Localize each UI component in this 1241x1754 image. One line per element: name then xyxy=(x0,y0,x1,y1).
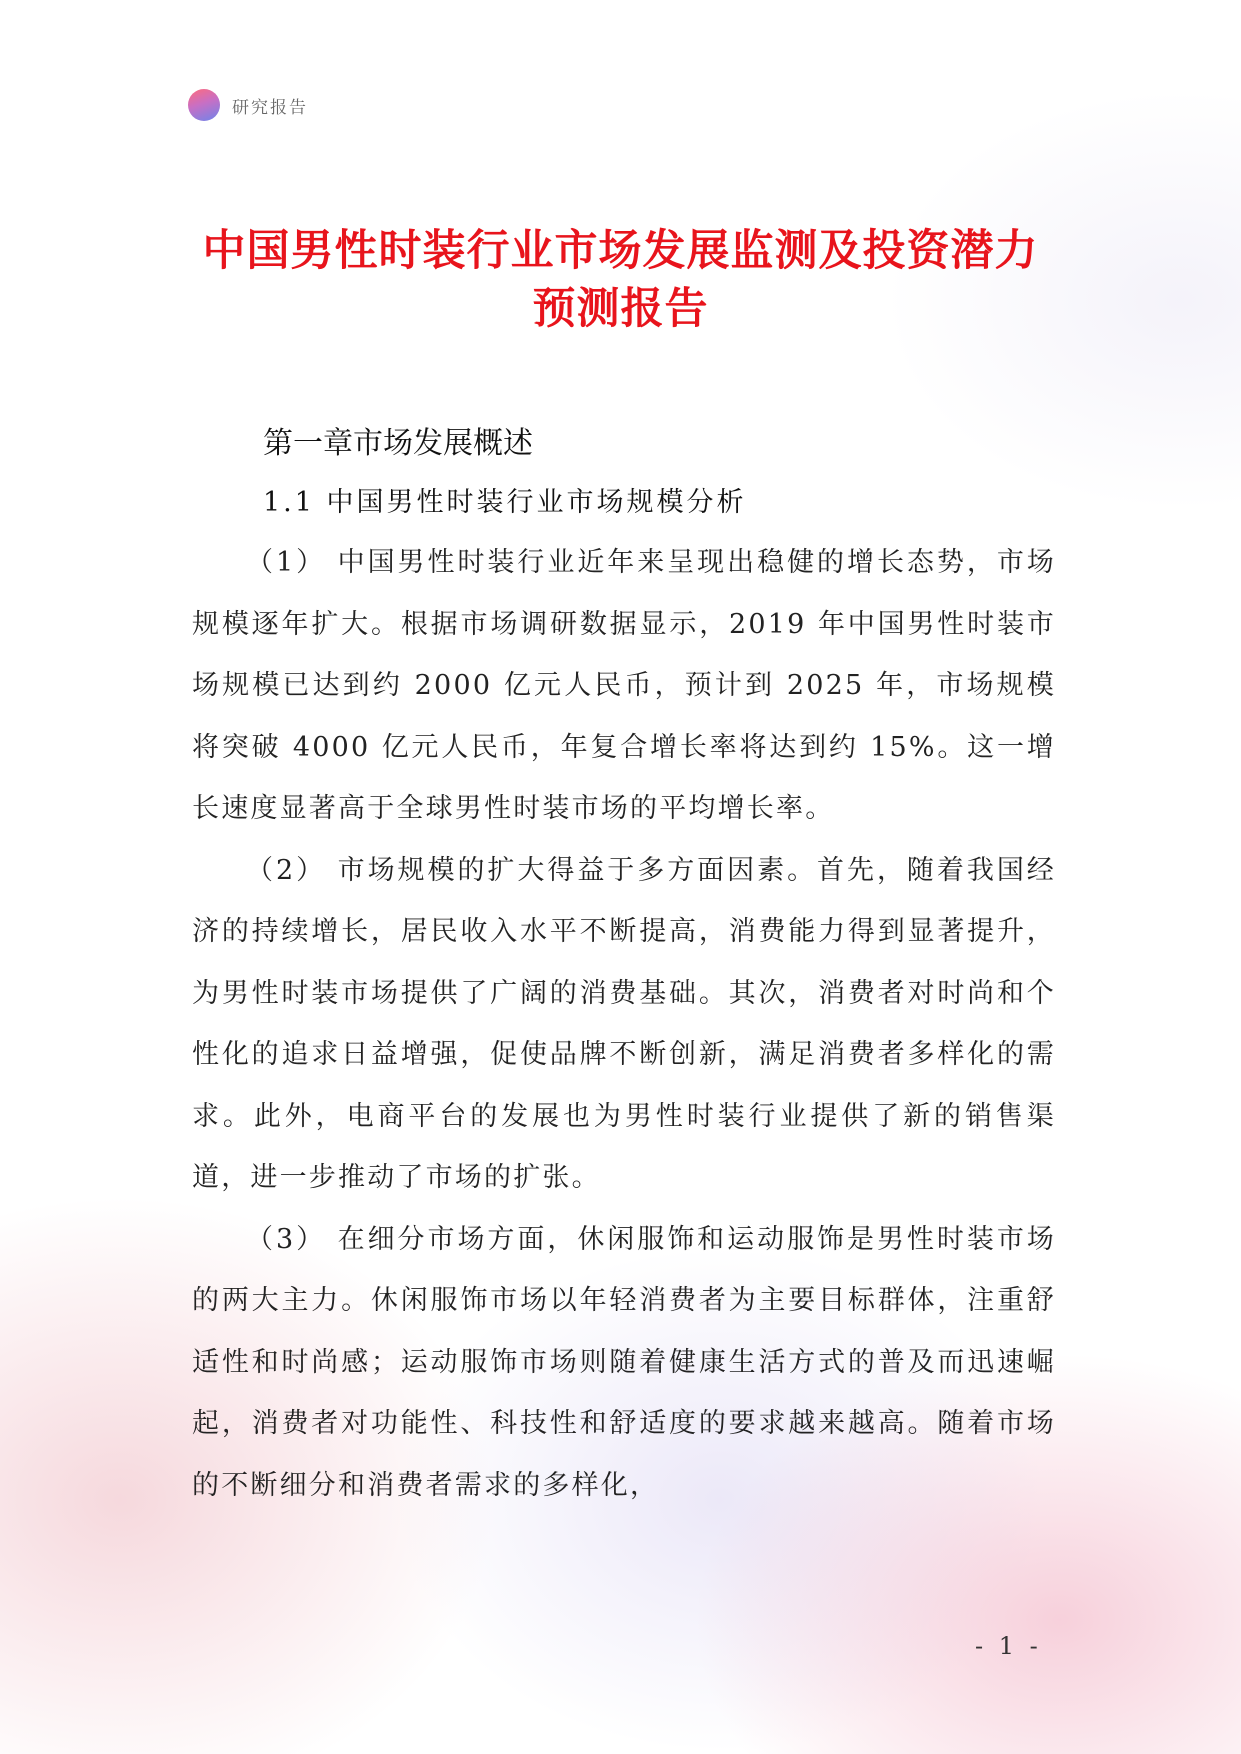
paragraph: （1） 中国男性时装行业近年来呈现出稳健的增长态势，市场规模逐年扩大。根据市场调研数据显示，2019 年中国男性时装市场规模已达到约 2000 亿元人民币，预计到 2025 年，市场规模将突破 4000 亿元人民币，年复合增长率将达到约 15%。这一增长速度显著高于全球男性时装市场的平均增长率。 xyxy=(192,547,1056,824)
logo-circle-icon xyxy=(188,89,220,121)
page-number: - 1 - xyxy=(975,1632,1042,1660)
chapter-heading: 第一章市场发展概述 xyxy=(263,426,533,461)
paragraph: （3） 在细分市场方面，休闲服饰和运动服饰是男性时装市场的两大主力。休闲服饰市场以年轻消费者为主要目标群体，注重舒适性和时尚感；运动服饰市场则随着健康生活方式的普及而迅速崛起，消费者对功能性、科技性和舒适度的要求越来越高。随着市场的不断细分和消费者需求的多样化， xyxy=(192,1223,1056,1501)
document-title: 中国男性时装行业市场发展监测及投资潜力预测报告 xyxy=(202,226,1039,334)
paragraph: （2） 市场规模的扩大得益于多方面因素。首先，随着我国经济的持续增长，居民收入水平不断提高，消费能力得到显著提升，为男性时装市场提供了广阔的消费基础。其次，消费者对时尚和个性化的追求日益增强，促使品牌不断创新，满足消费者多样化的需求。此外，电商平台的发展也为男性时装行业提供了新的销售渠道，进一步推动了市场的扩张。 xyxy=(192,854,1056,1193)
body-text xyxy=(192,532,1056,1516)
header-label: 研究报告 xyxy=(232,97,308,118)
section-heading: 1.1 中国男性时装行业市场规模分析 xyxy=(263,487,747,518)
report-header xyxy=(188,88,308,122)
